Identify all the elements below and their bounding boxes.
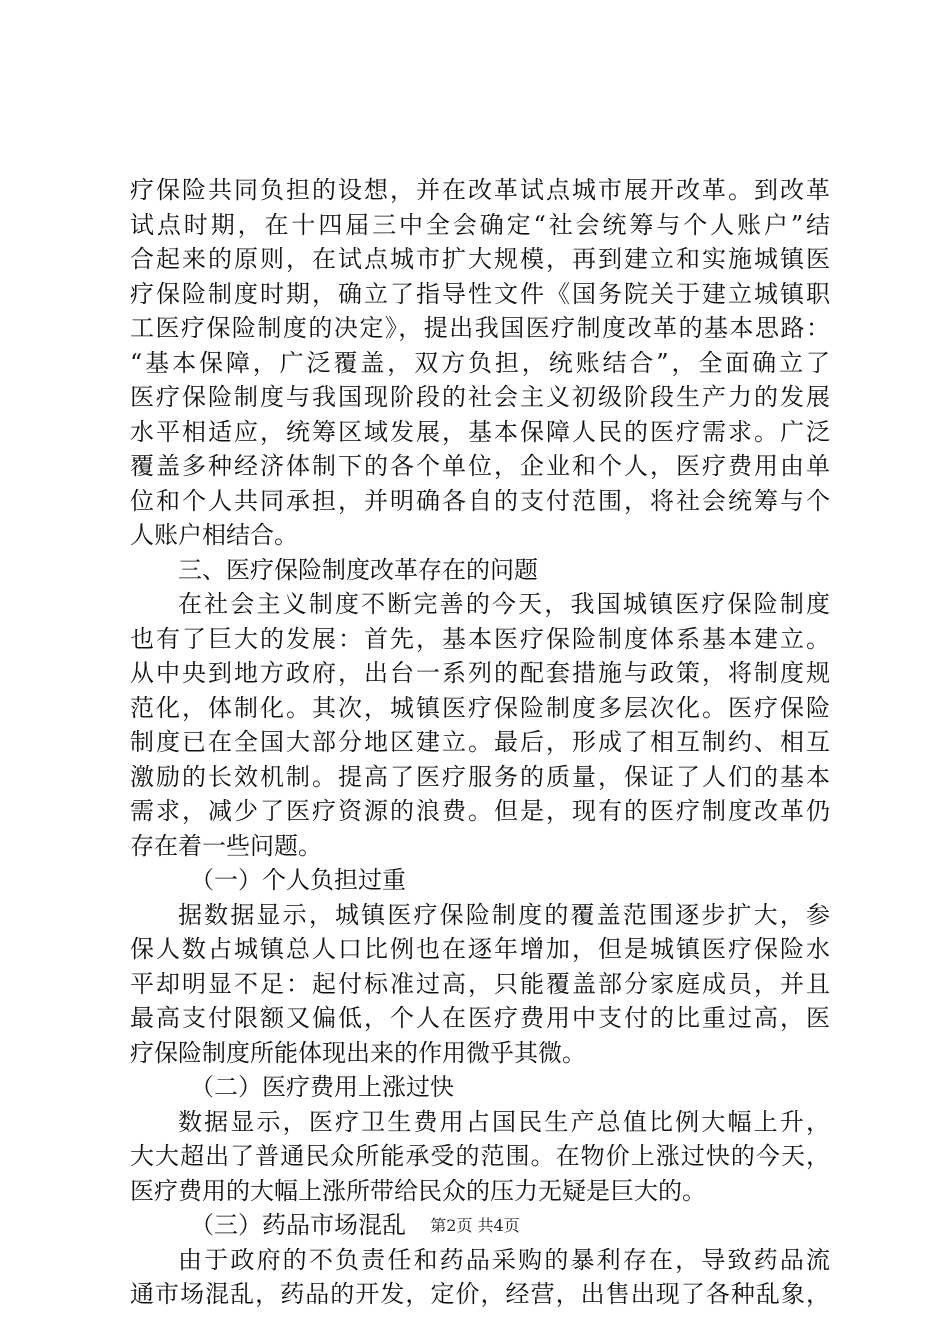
- text-line: 疗保险制度所能体现出来的作用微乎其微。: [130, 1038, 586, 1067]
- body-text: [130, 173, 830, 1312]
- text-line: 最高支付限额又偏低，个人在医疗费用中支付的比重过高，医: [130, 1004, 830, 1032]
- text-line: 也有了巨大的发展：首先，基本医疗保险制度体系基本建立。: [130, 624, 830, 653]
- text-line: 平却明显不足：起付标准过高，只能覆盖部分家庭成员，并且: [130, 969, 830, 998]
- text-line: 医疗费用的大幅上涨所带给民众的压力无疑是巨大的。: [130, 1176, 706, 1205]
- text-line: 据数据显示，城镇医疗保险制度的覆盖范围逐步扩大，参: [178, 900, 830, 929]
- text-line: 医疗保险制度与我国现阶段的社会主义初级阶段生产力的发展: [130, 383, 830, 411]
- text-line: 保人数占城镇总人口比例也在逐年增加，但是城镇医疗保险水: [130, 935, 830, 963]
- text-line: 位和个人共同承担，并明确各自的支付范围，将社会统筹与个: [130, 486, 830, 515]
- text-line: 在社会主义制度不断完善的今天，我国城镇医疗保险制度: [178, 590, 830, 618]
- text-line: 三、医疗保险制度改革存在的问题: [178, 555, 538, 584]
- text-line: 存在着一些问题。: [130, 831, 322, 860]
- text-line: 疗保险制度时期，确立了指导性文件《国务院关于建立城镇职: [130, 279, 830, 308]
- page-footer: 第2页 共4页: [430, 1216, 520, 1235]
- text-line: （三）药品市场混乱: [190, 1211, 406, 1239]
- text-line: 通市场混乱，药品的开发，定价，经营，出售出现了各种乱象，: [130, 1280, 830, 1308]
- text-line: 试点时期，在十四届三中全会确定“社会统筹与个人账户”结: [130, 210, 830, 239]
- text-line: 工医疗保险制度的决定》，提出我国医疗制度改革的基本思路：: [130, 314, 830, 342]
- text-line: 激励的长效机制。提高了医疗服务的质量，保证了人们的基本: [130, 762, 830, 791]
- text-line: 覆盖多种经济体制下的各个单位，企业和个人，医疗费用由单: [130, 452, 830, 480]
- text-line: （二）医疗费用上涨过快: [190, 1073, 454, 1101]
- text-line: 由于政府的不负责任和药品采购的暴利存在，导致药品流: [178, 1245, 830, 1274]
- text-line: 大大超出了普通民众所能承受的范围。在物价上涨过快的今天，: [130, 1142, 830, 1170]
- text-line: 人账户相结合。: [130, 521, 298, 549]
- text-line: 疗保险共同负担的设想，并在改革试点城市展开改革。到改革: [130, 176, 830, 204]
- text-line: 需求，减少了医疗资源的浪费。但是，现有的医疗制度改革仍: [130, 797, 830, 825]
- text-line: 制度已在全国大部分地区建立。最后，形成了相互制约、相互: [130, 728, 830, 756]
- text-line: （一）个人负担过重: [190, 866, 406, 894]
- text-line: 数据显示，医疗卫生费用占国民生产总值比例大幅上升，: [178, 1107, 830, 1136]
- text-line: 水平相适应，统筹区域发展，基本保障人民的医疗需求。广泛: [130, 417, 830, 446]
- text-line: 范化，体制化。其次，城镇医疗保险制度多层次化。医疗保险: [130, 693, 830, 722]
- text-line: 合起来的原则，在试点城市扩大规模，再到建立和实施城镇医: [130, 245, 830, 273]
- text-line: “基本保障，广泛覆盖，双方负担，统账结合”，全面确立了: [130, 348, 830, 377]
- text-line: 从中央到地方政府，出台一系列的配套措施与政策，将制度规: [130, 659, 830, 687]
